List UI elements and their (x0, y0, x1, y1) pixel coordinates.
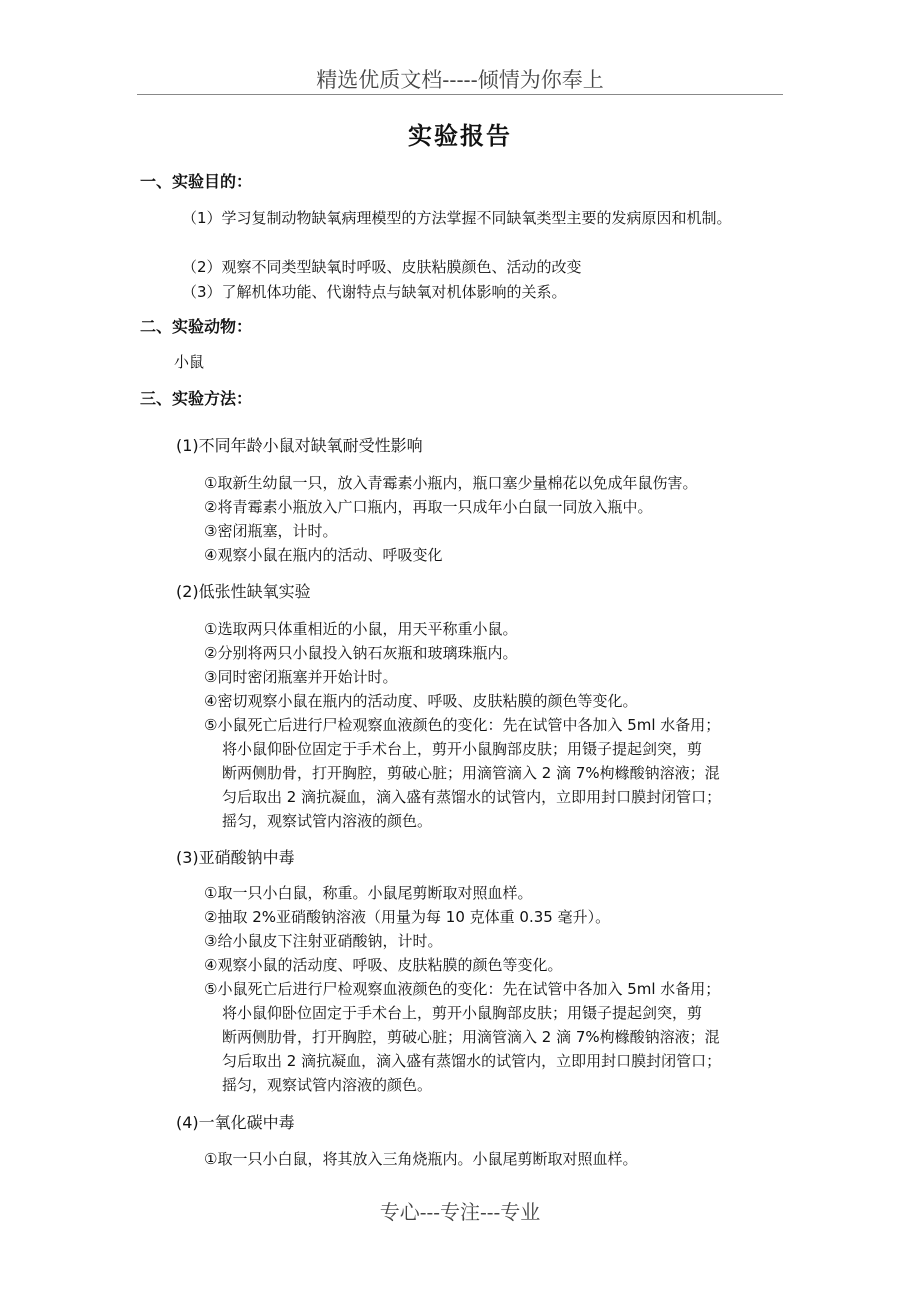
step-item: ④观察小鼠的活动度、呼吸、皮肤粘膜的颜色等变化。 (204, 956, 563, 974)
page-header: 精选优质文档-----倾情为你奉上 (316, 68, 604, 92)
step-item: ④密切观察小鼠在瓶内的活动度、呼吸、皮肤粘膜的颜色等变化。 (204, 692, 638, 710)
step-item: ②抽取 2%亚硝酸钠溶液（用量为每 10 克体重 0.35 毫升）。 (204, 908, 611, 926)
header-rule (137, 94, 783, 95)
experiment-title: (2)低张性缺氧实验 (176, 582, 311, 601)
experiment-title: (3)亚硝酸钠中毒 (176, 848, 295, 867)
step-item: ②将青霉素小瓶放入广口瓶内，再取一只成年小白鼠一同放入瓶中。 (204, 498, 653, 516)
step-item: ①取新生幼鼠一只，放入青霉素小瓶内，瓶口塞少量棉花以免成年鼠伤害。 (204, 474, 698, 492)
section-heading-animal: 二、实验动物： (140, 317, 253, 336)
step-item: ①取一只小白鼠，将其放入三角烧瓶内。小鼠尾剪断取对照血样。 (204, 1150, 638, 1168)
purpose-item: （3）了解机体功能、代谢特点与缺氧对机体影响的关系。 (182, 283, 567, 301)
step-item: ⑤小鼠死亡后进行尸检观察血液颜色的变化：先在试管中各加入 5ml 水备用； (204, 980, 721, 998)
step-item: ④观察小鼠在瓶内的活动、呼吸变化 (204, 546, 443, 564)
animal-text: 小鼠 (174, 353, 205, 371)
step-continuation: 断两侧肋骨，打开胸腔，剪破心脏；用滴管滴入 2 滴 7%枸橼酸钠溶液；混 (222, 764, 720, 782)
step-continuation: 匀后取出 2 滴抗凝血，滴入盛有蒸馏水的试管内，立即用封口膜封闭管口； (222, 1052, 722, 1070)
step-continuation: 将小鼠仰卧位固定于手术台上，剪开小鼠胸部皮肤；用镊子提起剑突，剪 (222, 1004, 703, 1022)
purpose-item: （1）学习复制动物缺氧病理模型的方法掌握不同缺氧类型主要的发病原因和机制。 (182, 209, 732, 227)
step-item: ③给小鼠皮下注射亚硝酸钠，计时。 (204, 932, 443, 950)
step-item: ②分别将两只小鼠投入钠石灰瓶和玻璃珠瓶内。 (204, 644, 518, 662)
step-item: ①选取两只体重相近的小鼠，用天平称重小鼠。 (204, 620, 518, 638)
step-item: ⑤小鼠死亡后进行尸检观察血液颜色的变化：先在试管中各加入 5ml 水备用； (204, 716, 721, 734)
experiment-title: (4)一氧化碳中毒 (176, 1113, 295, 1132)
step-continuation: 将小鼠仰卧位固定于手术台上，剪开小鼠胸部皮肤；用镊子提起剑突，剪 (222, 740, 703, 758)
step-item: ③密闭瓶塞，计时。 (204, 522, 338, 540)
step-continuation: 摇匀，观察试管内溶液的颜色。 (222, 1076, 433, 1094)
section-heading-purpose: 一、实验目的： (140, 172, 253, 191)
step-item: ③同时密闭瓶塞并开始计时。 (204, 668, 398, 686)
document-title: 实验报告 (408, 122, 512, 150)
section-heading-method: 三、实验方法： (140, 389, 253, 408)
step-item: ①取一只小白鼠，称重。小鼠尾剪断取对照血样。 (204, 884, 533, 902)
step-continuation: 摇匀，观察试管内溶液的颜色。 (222, 812, 433, 830)
step-continuation: 断两侧肋骨，打开胸腔，剪破心脏；用滴管滴入 2 滴 7%枸橼酸钠溶液；混 (222, 1028, 720, 1046)
purpose-item: （2）观察不同类型缺氧时呼吸、皮肤粘膜颜色、活动的改变 (182, 258, 582, 276)
step-continuation: 匀后取出 2 滴抗凝血，滴入盛有蒸馏水的试管内，立即用封口膜封闭管口； (222, 788, 722, 806)
experiment-title: (1)不同年龄小鼠对缺氧耐受性影响 (176, 436, 423, 455)
page-footer: 专心---专注---专业 (379, 1200, 541, 1224)
